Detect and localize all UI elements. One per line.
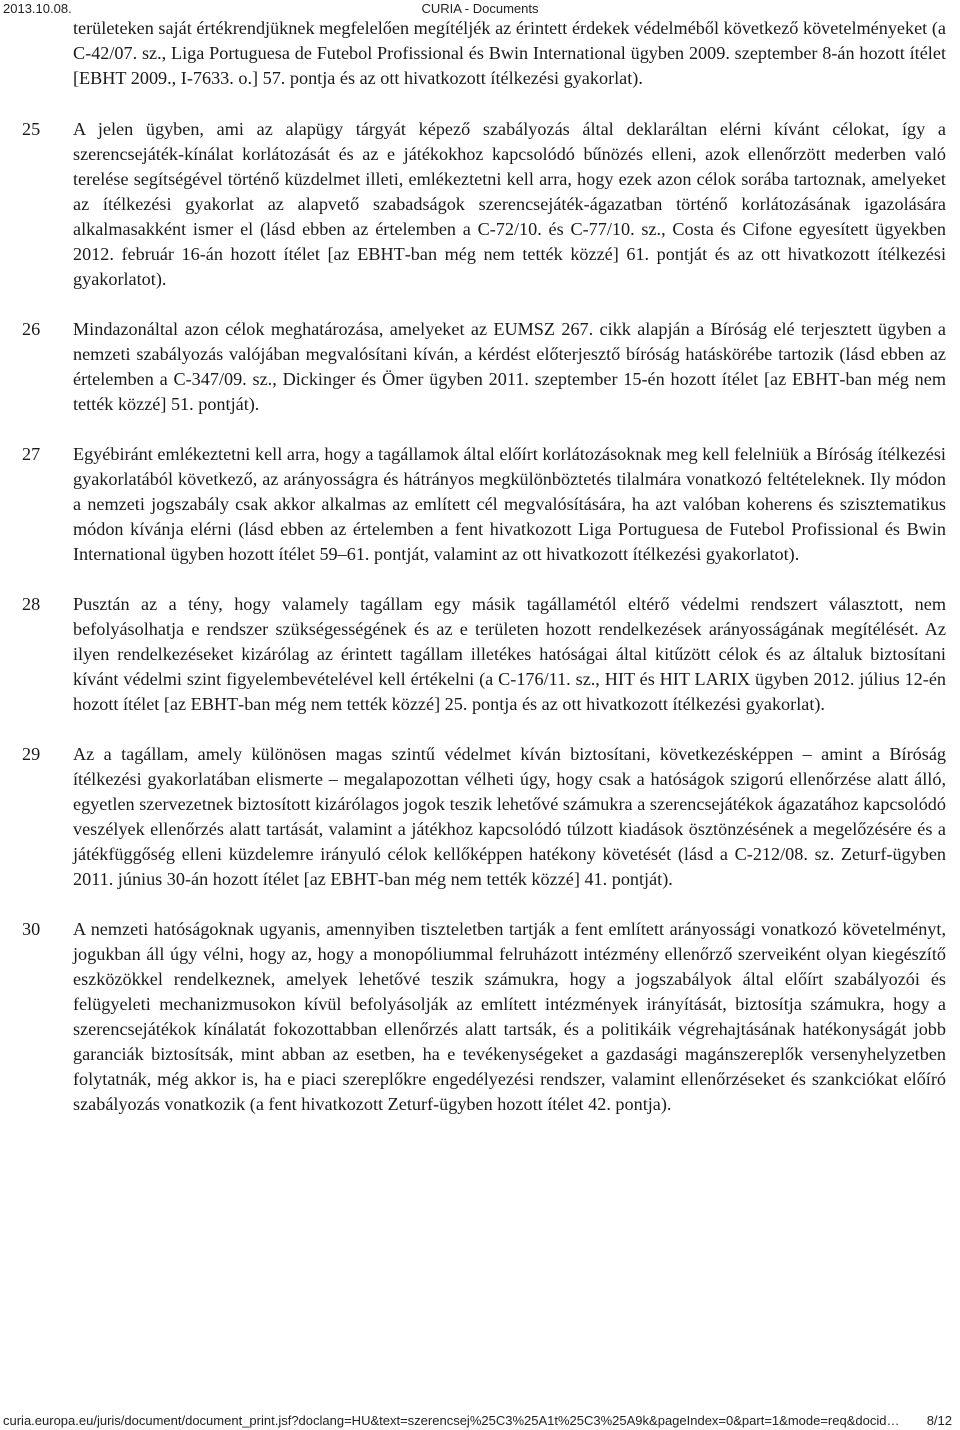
- paragraph-number: 30: [22, 919, 41, 939]
- paragraph-text: Mindazonáltal azon célok meghatározása, amelyeket az EUMSZ 267. cikk alapján a Bíróság elé terjesztett ügyben a nemzeti szabályozás valójában megvalósítani kíván, a kérdést előterjesztő bíróság hatáskörébe tartozik (lásd ebben az értelemben a C‑347/09. sz., Dickinger és Ömer ügyben 2011. szeptember 15‑én hozott ítélet [az EBHT‑ban még nem tették közzé] 51. pontját).: [73, 319, 946, 414]
- paragraph-number: 26: [22, 319, 41, 339]
- print-date: 2013.10.08.: [3, 1, 72, 16]
- paragraph-number: 25: [22, 119, 41, 139]
- paragraph-25: [0, 117, 960, 292]
- paragraph-text: területeken saját értékrendjüknek megfelelően megítéljék az érintett érdekek védelméből következő követelményeket (a C‑42/07. sz., Liga Portuguesa de Futebol Profissional és Bwin International ügyben 2009. szeptember 8‑án hozott ítélet [EBHT 2009., I‑7633. o.] 57. pontja és az ott hivatkozott ítélkezési gyakorlat).: [73, 18, 946, 88]
- paragraph-text: A jelen ügyben, ami az alapügy tárgyát képező szabályozás által deklaráltan elérni kívánt célokat, így a szerencsejáték‑kínálat korlátozását és az e játékokhoz kapcsolódó bűnözés elleni, azok ellenőrzött mederben való terelése segítségével történő küzdelmet illeti, emlékeztetni kell arra, hogy ezek azon célok sorába tartoznak, amelyeket az ítélkezési gyakorlat az alapvető szabadságok szerencsejáték‑ágazatban történő korlátozásának igazolására alkalmasakként ismer el (lásd ebben az értelemben a C‑72/10. és C‑77/10. sz., Costa és Cifone egyesített ügyekben 2012. február 16‑án hozott ítélet [az EBHT‑ban még nem tették közzé] 61. pontját és az ott hivatkozott ítélkezési gyakorlatot).: [73, 119, 946, 289]
- site-title: CURIA - Documents: [421, 1, 539, 16]
- paragraph-text: A nemzeti hatóságoknak ugyanis, amennyiben tiszteletben tartják a fent említett arányossági vonatkozó követelményt, jogukban áll úgy vélni, hogy az, hogy a monopóliummal felruházott intézmény ellenőrző szerveiként olyan kiegészítő eszközökkel rendelkeznek, amelyek lehetővé teszik számukra, hogy a jogszabályok által előírt szabályozói és felügyeleti mechanizmusokon kívül befolyásolják az említett intézmények irányítását, biztosítja számukra, hogy a szerencsejátékok kínálatát fokozottabban ellenőrzés alatt tartsák, és a politikáik végrehajtásának hatékonyságát jobb garanciák biztosítsák, mint abban az esetben, ha e tevékenységeket a gazdasági magánszereplők versenyhelyzetben folytatnák, még akkor is, ha e piaci szereplőkre engedélyezési rendszer, valamint ellenőrzéseket és szankciókat előíró szabályozás vonatkozik (a fent hivatkozott Zeturf‑ügyben hozott ítélet 42. pontja).: [73, 919, 946, 1114]
- paragraph-text: Egyébiránt emlékeztetni kell arra, hogy a tagállamok által előírt korlátozásoknak meg kell felelniük a Bíróság ítélkezési gyakorlatából következő, az arányosságra és hátrányos megkülönböztetés tilalmára vonatkozó feltételeknek. Ily módon a nemzeti jogszabály csak akkor alkalmas az említett cél megvalósítására, ha azt valóban koherens és szisztematikus módon kívánja elérni (lásd ebben az értelemben a fent hivatkozott Liga Portuguesa de Futebol Profissional és Bwin International ügyben hozott ítélet 59–61. pontját, valamint az ott hivatkozott ítélkezési gyakorlatot).: [73, 444, 946, 564]
- document-url: curia.europa.eu/juris/document/document_print.jsf?doclang=HU&text=szerencsej%25C3%25A1t%25C3%25A9k&pageIndex=0&part=1&mode=req&docid…: [3, 1413, 900, 1428]
- paragraph-text: Az a tagállam, amely különösen magas szintű védelmet kíván biztosítani, következésképpen – amint a Bíróság ítélkezési gyakorlatában elismerte – megalapozottan vélheti úgy, hogy csak a hatóságok szigorú ellenőrzése alatt álló, egyetlen szervezetnek biztosított kizárólagos jogok teszik lehetővé számukra a szerencsejátékok ágazatához kapcsolódó veszélyek ellenőrzés alatt tartását, valamint a játékhoz kapcsolódó túlzott kiadások ösztönzésének a megelőzésére és a játékfüggőség elleni küzdelemre irányuló célok kellőképpen hatékony követését (lásd a C‑212/08. sz. Zeturf‑ügyben 2011. június 30‑án hozott ítélet [az EBHT‑ban még nem tették közzé] 41. pontját).: [73, 744, 946, 889]
- paragraph-29: [0, 742, 960, 892]
- paragraph-28: [0, 592, 960, 717]
- paragraph-27: [0, 442, 960, 567]
- paragraph-number: 29: [22, 744, 41, 764]
- paragraph-number: 27: [22, 444, 41, 464]
- page-footer: [0, 1412, 960, 1430]
- paragraph-26: [0, 317, 960, 417]
- paragraph-number: 28: [22, 594, 41, 614]
- document-body: [0, 16, 960, 1117]
- paragraph-text: Pusztán az a tény, hogy valamely tagállam egy másik tagállamétól eltérő védelmi rendszert választott, nem befolyásolhatja e rendszer szükségességének és az e területen hozott rendelkezések arányosságának megítélését. Az ilyen rendelkezéseket kizárólag az érintett tagállam illetékes hatóságai által kitűzött célok és az általuk biztosítani kívánt védelmi szint figyelembevételével kell értékelni (a C‑176/11. sz., HIT és HIT LARIX ügyben 2012. július 12‑én hozott ítélet [az EBHT‑ban még nem tették közzé] 25. pontja és az ott hivatkozott ítélkezési gyakorlat).: [73, 594, 946, 714]
- paragraph-30: [0, 917, 960, 1117]
- paragraph-continuation: [0, 16, 960, 91]
- page-counter: 8/12: [926, 1413, 952, 1428]
